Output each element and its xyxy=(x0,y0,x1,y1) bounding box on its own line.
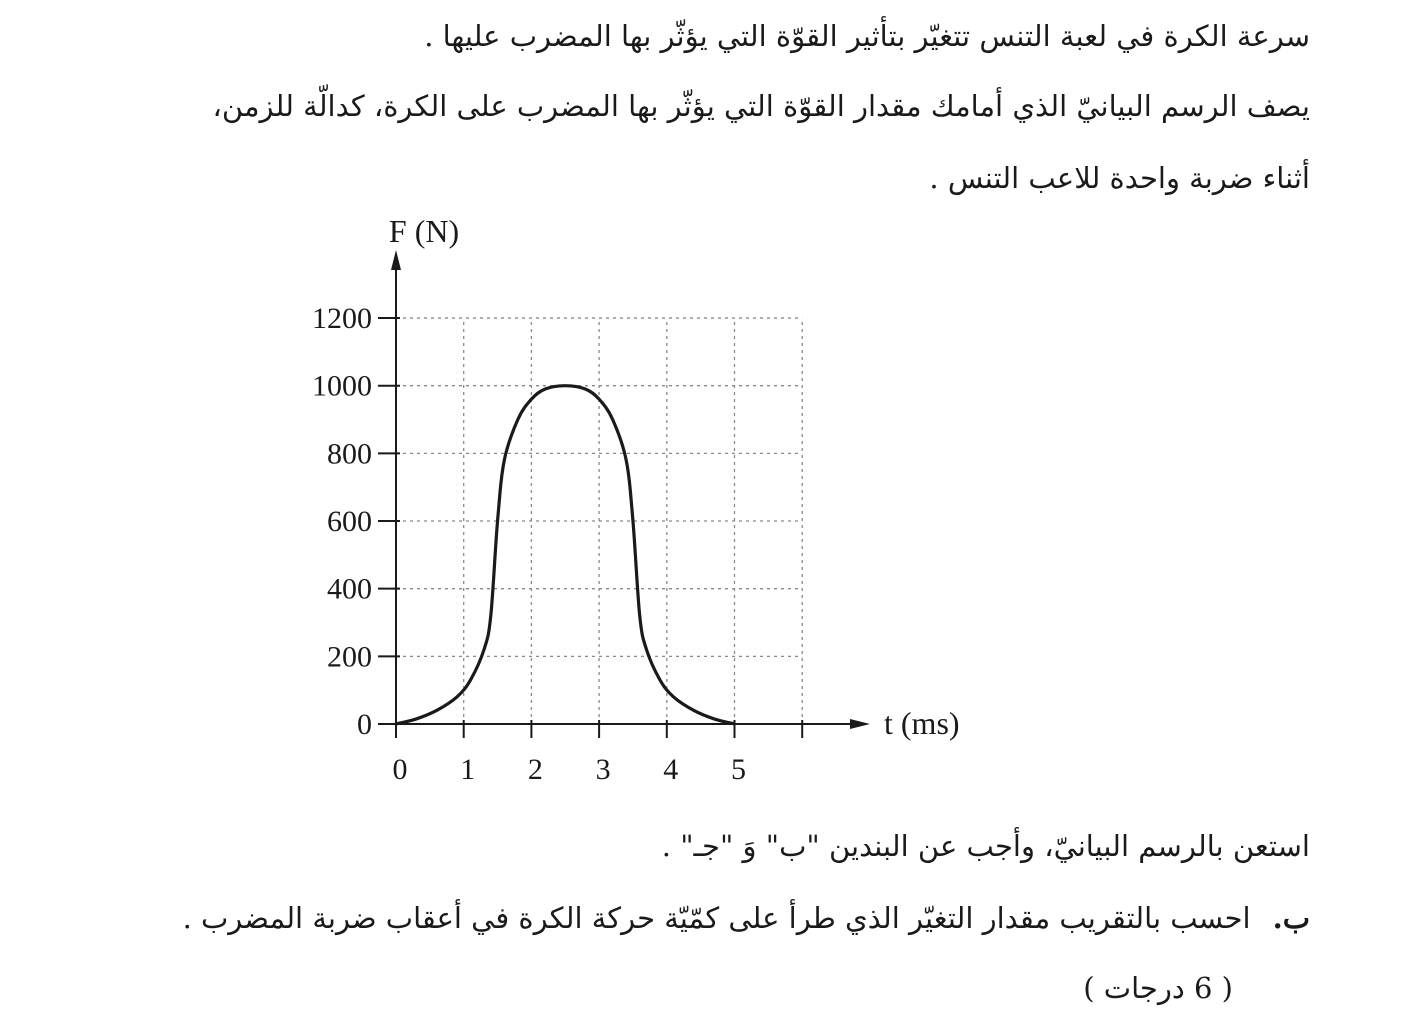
curve-layer xyxy=(396,386,735,724)
intro-line-1: سرعة الكرة في لعبة التنس تتغيّر بتأثير القوّة التي يؤثّر بها المضرب عليها . xyxy=(424,19,1310,53)
y-axis-arrow xyxy=(391,250,401,270)
x-axis-title: t (ms) xyxy=(884,705,960,741)
y-tick-label: 1000 xyxy=(312,369,372,403)
y-axis-title: F (N) xyxy=(388,213,460,249)
x-axis-arrow xyxy=(850,719,870,729)
tick-labels xyxy=(312,302,746,786)
instruction: استعن بالرسم البيانيّ، وأجب عن البندين "ب" وَ "جـ" . xyxy=(661,829,1310,863)
intro-line-2: يصف الرسم البيانيّ الذي أمامك مقدار القوّة التي يؤثّر بها المضرب على الكرة، كدالّة للزمن، xyxy=(212,89,1310,123)
grid xyxy=(396,318,802,724)
x-tick-label: 3 xyxy=(595,753,611,786)
y-tick-label: 200 xyxy=(327,640,372,674)
question-b-label: ب. xyxy=(1272,901,1310,935)
x-tick-label: 2 xyxy=(527,753,543,786)
force-curve xyxy=(396,386,735,724)
axes xyxy=(378,250,870,738)
question-b xyxy=(183,900,1310,936)
y-tick-label: 800 xyxy=(327,437,372,471)
y-tick-label: 1200 xyxy=(312,302,372,336)
y-tick-label: 0 xyxy=(357,708,372,741)
y-tick-label: 600 xyxy=(327,505,372,539)
x-tick-label: 5 xyxy=(731,753,746,786)
question-b-text: احسب بالتقريب مقدار التغيّر الذي طرأ على كمّيّة حركة الكرة في أعقاب ضربة المضرب . xyxy=(182,901,1251,935)
x-tick-label: 4 xyxy=(663,753,679,786)
x-tick-label: 1 xyxy=(460,753,476,786)
y-tick-label: 400 xyxy=(327,572,372,606)
intro-line-3: أثناء ضربة واحدة للاعب التنس . xyxy=(929,161,1310,195)
x-tick-label: 0 xyxy=(392,753,408,786)
points-note: ( 6 درجات ) xyxy=(1083,971,1233,1005)
